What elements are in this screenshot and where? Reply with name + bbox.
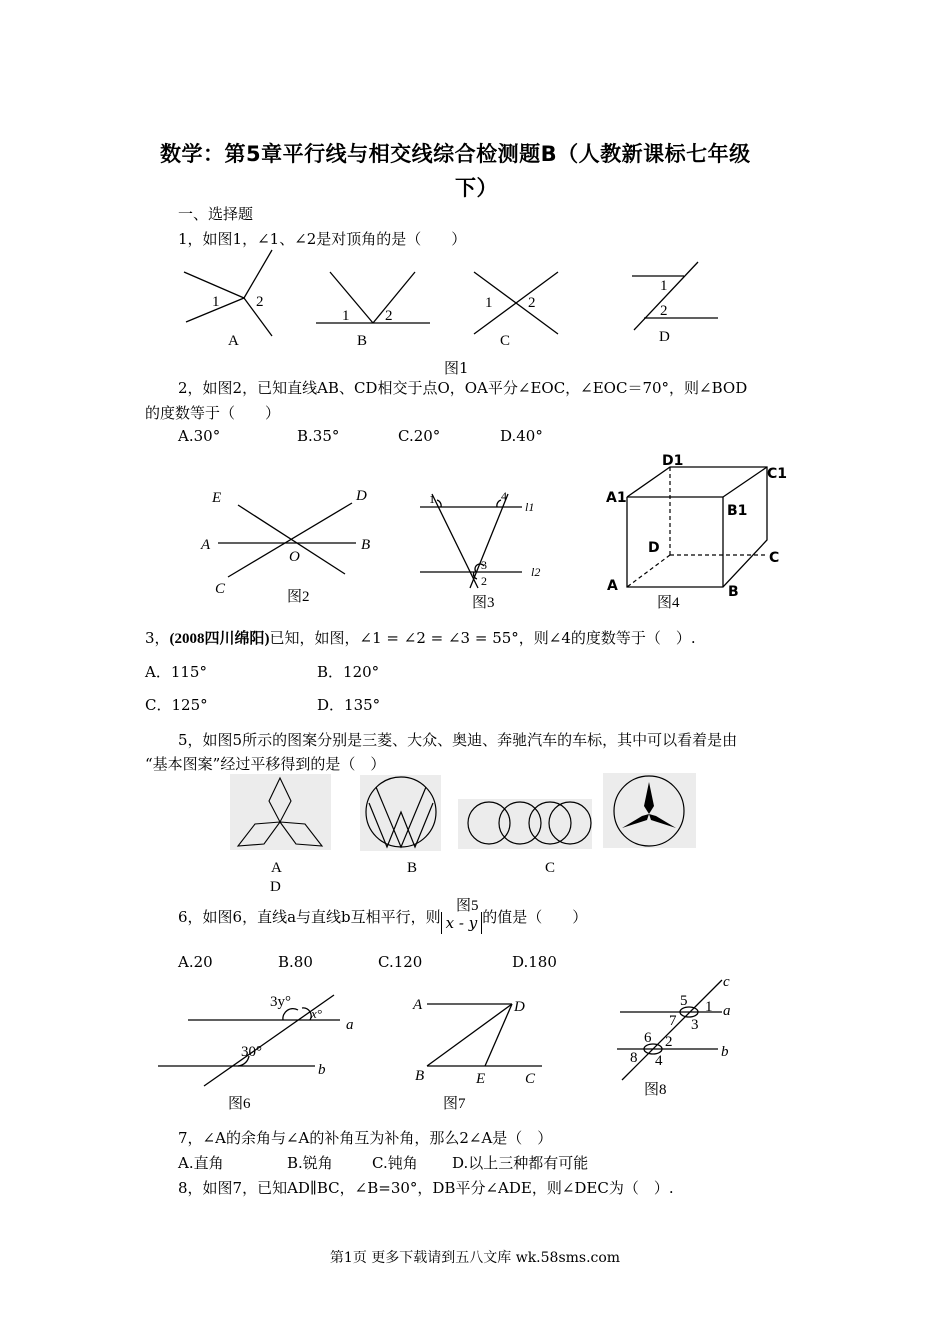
fig2-label-e: E [212, 490, 222, 506]
fig4-label-b: B [728, 584, 739, 600]
question-2-stem-cont: 的度数等于（ ） [145, 404, 281, 422]
fig7-label-d: D [514, 999, 525, 1015]
fig2-label-b: B [361, 537, 371, 553]
q3-option-c: C．125° [145, 696, 208, 714]
q3-option-b: B．120° [317, 663, 380, 681]
fig1-a-angle1: 1 [212, 294, 220, 310]
question-2-stem: 2，如图2，已知直线AB、CD相交于点O，OA平分∠EOC，∠EOC＝70°，则∠BOD [178, 379, 748, 397]
fig3-label-1: 1 [429, 492, 435, 506]
figure-1-caption: 图1 [444, 359, 469, 377]
q2-option-a: A.30° [178, 427, 221, 445]
fig1-c-angle2: 2 [528, 295, 536, 311]
q6-option-a: A.20 [178, 953, 213, 971]
question-6-abs-expr: x - y [441, 912, 483, 934]
fig8-label-5: 5 [680, 993, 688, 1009]
fig8-label-1: 1 [705, 999, 713, 1015]
fig7-label-e: E [476, 1071, 486, 1087]
fig4-label-d: D [648, 540, 660, 556]
fig1-option-d: D [659, 329, 670, 345]
fig2-label-c: C [215, 581, 226, 597]
q2-option-b: B.35° [297, 427, 340, 445]
fig8-label-c: c [723, 974, 730, 990]
fig7-line-bd [427, 1004, 512, 1066]
q6-option-d: D.180 [512, 953, 557, 971]
fig2-label-o: O [289, 549, 300, 565]
fig8-label-7: 7 [669, 1013, 677, 1029]
question-6-text-a: 6，如图6，直线a与直线b互相平行，则 [178, 908, 441, 926]
fig1-a-angle2: 2 [256, 294, 264, 310]
q6-option-c: C.120 [378, 953, 423, 971]
fig1-option-b: B [357, 333, 368, 349]
fig8-label-4: 4 [655, 1053, 663, 1069]
q2-option-c: C.20° [398, 427, 441, 445]
fig8-label-3: 3 [691, 1017, 699, 1033]
fig1-b-angle2: 2 [385, 308, 393, 324]
page-title: 数学：第5章平行线与相交线综合检测题B（人教新课标七年级 [160, 142, 751, 166]
question-5-stem-cont: “基本图案”经过平移得到的是（ ） [145, 755, 386, 773]
fig3-label-2: 2 [481, 574, 487, 588]
fig3-caption: 图3 [472, 595, 495, 611]
question-6-text-b: 的值是（ ） [482, 908, 588, 926]
fig4-label-c1: C1 [767, 466, 788, 482]
fig2-label-a: A [201, 537, 211, 553]
fig5-label-b: B [407, 860, 418, 876]
fig6-arc-3y [283, 1009, 298, 1020]
fig4-label-c: C [769, 550, 780, 566]
fig8-caption: 图8 [644, 1082, 667, 1098]
fig4-label-d1: D1 [662, 453, 684, 469]
fig6-label-x: x° [311, 1006, 322, 1021]
question-5-stem: 5，如图5所示的图案分别是三菱、大众、奥迪、奔驰汽车的车标，其中可以看着是由 [178, 731, 738, 749]
q6-option-b: B.80 [278, 953, 313, 971]
fig1-option-c: C [500, 333, 511, 349]
q2-option-d: D.40° [500, 427, 543, 445]
question-8-stem: 8，如图7，已知AD∥BC，∠B=30°，DB平分∠ADE，则∠DEC为（ ）. [178, 1179, 674, 1197]
fig8-label-a: a [723, 1003, 731, 1019]
fig1-d-angle2: 2 [660, 303, 668, 319]
question-3-source: (2008四川绵阳) [169, 631, 270, 647]
question-3-text: 已知，如图，∠1 = ∠2 = ∠3 = 55°，则∠4的度数等于（ ）. [269, 629, 696, 647]
fig6-label-a: a [346, 1017, 354, 1033]
fig6-label-b: b [318, 1062, 326, 1078]
fig7-label-c: C [525, 1071, 536, 1087]
fig3-label-4: 4 [501, 489, 507, 503]
fig7-caption: 图7 [443, 1096, 466, 1112]
fig3-label-l1: l1 [525, 500, 535, 514]
question-1-stem: 1，如图1，∠1、∠2是对顶角的是（ ） [178, 230, 467, 248]
fig4-caption: 图4 [657, 595, 680, 611]
page-footer: 第1页 更多下载请到五八文库 wk.58sms.com [329, 1250, 621, 1266]
question-3-num: 3， [145, 629, 170, 647]
fig7-label-a: A [413, 997, 423, 1013]
q7-option-c: C.钝角 [372, 1154, 418, 1172]
q3-option-a: A．115° [145, 663, 207, 681]
fig2-label-d: D [356, 488, 367, 504]
fig5-label-d: D [270, 879, 281, 895]
fig7-label-b: B [415, 1068, 425, 1084]
page-title-continued: 下） [455, 176, 498, 200]
fig8-label-8: 8 [630, 1050, 638, 1066]
fig6-caption: 图6 [228, 1096, 251, 1112]
fig5-label-a: A [271, 860, 282, 876]
fig1-option-a: A [228, 333, 239, 349]
q7-option-d: D.以上三种都有可能 [452, 1154, 589, 1172]
fig8-label-b: b [721, 1044, 729, 1060]
fig1-b-angle1: 1 [342, 308, 350, 324]
fig3-label-3: 3 [481, 558, 487, 572]
q3-option-d: D．135° [317, 696, 381, 714]
fig3-label-l2: l2 [531, 565, 541, 579]
fig1-d-angle1: 1 [660, 278, 668, 294]
question-7-stem: 7，∠A的余角与∠A的补角互为补角，那么2∠A是（ ） [178, 1129, 553, 1147]
fig6-label-3y: 3y° [270, 994, 291, 1010]
fig4-label-a1: A1 [606, 490, 627, 506]
fig5-label-c: C [545, 860, 556, 876]
q7-option-a: A.直角 [178, 1154, 224, 1172]
fig5-caption: 图5 [456, 898, 479, 914]
fig1-c-angle1: 1 [485, 295, 493, 311]
fig8-label-2: 2 [665, 1034, 673, 1050]
fig2-caption: 图2 [287, 589, 310, 605]
q7-option-b: B.锐角 [287, 1154, 333, 1172]
fig8-label-6: 6 [644, 1030, 652, 1046]
fig4-label-b1: B1 [727, 503, 748, 519]
section-heading: 一、选择题 [178, 205, 254, 223]
fig4-label-a: A [607, 578, 618, 594]
fig6-label-30: 30° [241, 1044, 262, 1060]
